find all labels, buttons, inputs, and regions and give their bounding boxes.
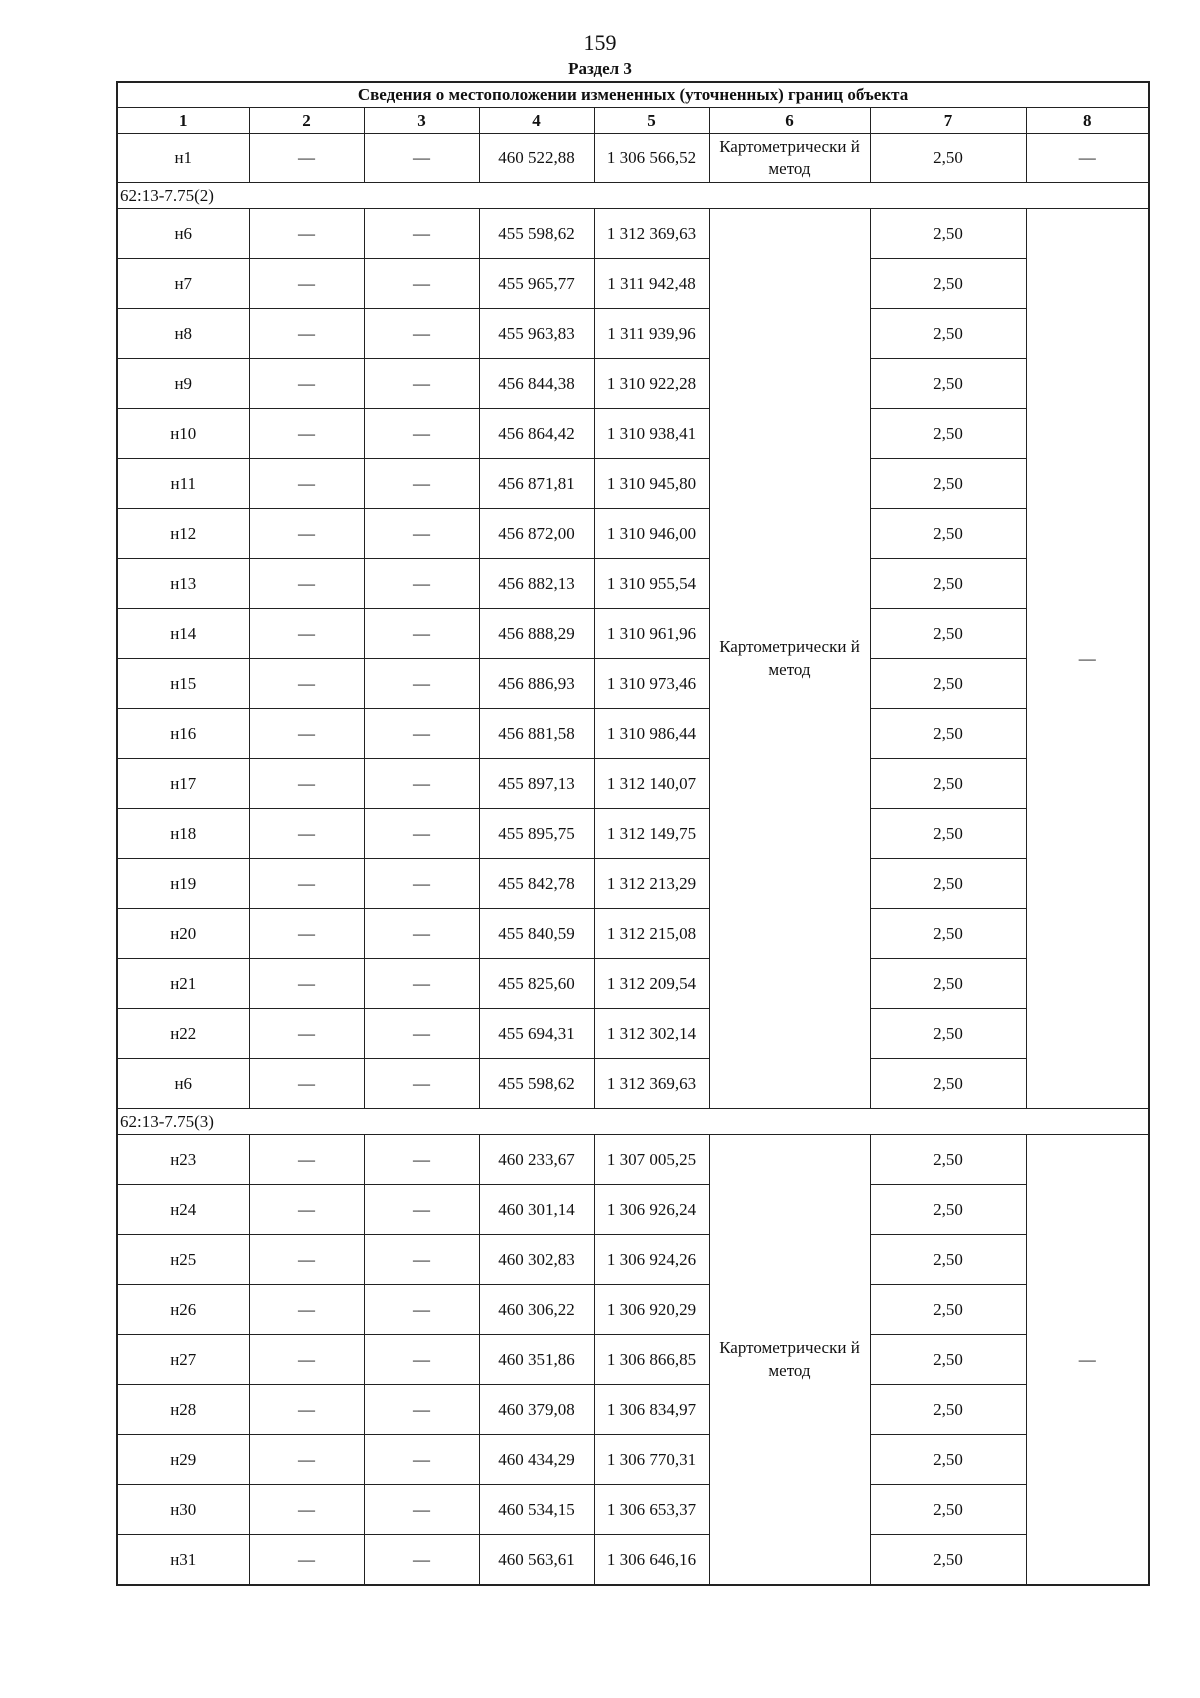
column-number: 2	[249, 108, 364, 134]
x-coordinate: 455 598,62	[479, 1059, 594, 1109]
table-row	[117, 859, 1149, 909]
accuracy-cell: 2,50	[870, 509, 1026, 559]
dash-cell: —	[364, 1335, 479, 1385]
dash-cell: —	[249, 959, 364, 1009]
dash-cell: —	[249, 909, 364, 959]
table-row	[117, 1185, 1149, 1235]
point-name: н25	[117, 1235, 249, 1285]
table-row	[117, 559, 1149, 609]
y-coordinate: 1 306 770,31	[594, 1435, 709, 1485]
accuracy-cell: 2,50	[870, 1435, 1026, 1485]
accuracy-cell: 2,50	[870, 659, 1026, 709]
dash-cell: —	[249, 1335, 364, 1385]
accuracy-cell: 2,50	[870, 1009, 1026, 1059]
column-number: 3	[364, 108, 479, 134]
accuracy-cell: 2,50	[870, 309, 1026, 359]
dash-cell: —	[364, 959, 479, 1009]
table-row	[117, 1235, 1149, 1285]
dash-cell: —	[249, 1285, 364, 1335]
method-cell: Картометрически й метод	[709, 209, 870, 1109]
dash-cell: —	[364, 134, 479, 183]
dash-cell: —	[249, 609, 364, 659]
accuracy-cell: 2,50	[870, 1335, 1026, 1385]
point-name: н18	[117, 809, 249, 859]
dash-cell: —	[249, 1485, 364, 1535]
accuracy-cell: 2,50	[870, 209, 1026, 259]
x-coordinate: 456 871,81	[479, 459, 594, 509]
accuracy-cell: 2,50	[870, 859, 1026, 909]
dash-cell: —	[364, 1009, 479, 1059]
dash-cell: —	[249, 359, 364, 409]
table-row	[117, 1335, 1149, 1385]
y-coordinate: 1 306 653,37	[594, 1485, 709, 1535]
dash-cell: —	[364, 1059, 479, 1109]
x-coordinate: 455 840,59	[479, 909, 594, 959]
x-coordinate: 460 434,29	[479, 1435, 594, 1485]
dash-cell: —	[249, 809, 364, 859]
y-coordinate: 1 312 213,29	[594, 859, 709, 909]
dash-cell: —	[364, 1285, 479, 1335]
accuracy-cell: 2,50	[870, 459, 1026, 509]
x-coordinate: 456 888,29	[479, 609, 594, 659]
point-name: н11	[117, 459, 249, 509]
x-coordinate: 460 351,86	[479, 1335, 594, 1385]
group-label: 62:13-7.75(2)	[117, 183, 1149, 209]
y-coordinate: 1 311 939,96	[594, 309, 709, 359]
x-coordinate: 455 598,62	[479, 209, 594, 259]
point-name: н26	[117, 1285, 249, 1335]
section-title: Раздел 3	[568, 59, 632, 78]
x-coordinate: 460 534,15	[479, 1485, 594, 1535]
point-name: н7	[117, 259, 249, 309]
table-row	[117, 459, 1149, 509]
dash-cell: —	[1026, 134, 1149, 183]
accuracy-cell: 2,50	[870, 1059, 1026, 1109]
y-coordinate: 1 310 973,46	[594, 659, 709, 709]
y-coordinate: 1 312 302,14	[594, 1009, 709, 1059]
dash-cell: —	[249, 209, 364, 259]
point-name: н19	[117, 859, 249, 909]
table-row	[117, 1535, 1149, 1586]
dash-cell: —	[249, 309, 364, 359]
accuracy-cell: 2,50	[870, 609, 1026, 659]
dash-cell: —	[364, 709, 479, 759]
x-coordinate: 455 965,77	[479, 259, 594, 309]
dash-cell: —	[249, 134, 364, 183]
accuracy-cell: 2,50	[870, 1285, 1026, 1335]
y-coordinate: 1 306 834,97	[594, 1385, 709, 1435]
table-row	[117, 1009, 1149, 1059]
dash-cell: —	[364, 659, 479, 709]
x-coordinate: 460 302,83	[479, 1235, 594, 1285]
dash-cell: —	[364, 1235, 479, 1285]
y-coordinate: 1 306 866,85	[594, 1335, 709, 1385]
accuracy-cell: 2,50	[870, 709, 1026, 759]
column-number-row	[117, 108, 1149, 134]
table-row	[117, 1435, 1149, 1485]
x-coordinate: 460 306,22	[479, 1285, 594, 1335]
y-coordinate: 1 306 924,26	[594, 1235, 709, 1285]
point-name: н24	[117, 1185, 249, 1235]
accuracy-cell: 2,50	[870, 809, 1026, 859]
point-name: н29	[117, 1435, 249, 1485]
dash-cell: —	[249, 859, 364, 909]
accuracy-cell: 2,50	[870, 1535, 1026, 1586]
accuracy-cell: 2,50	[870, 1385, 1026, 1435]
table-row	[117, 659, 1149, 709]
table-row	[117, 409, 1149, 459]
column-number: 8	[1026, 108, 1149, 134]
dash-cell: —	[1026, 209, 1149, 1109]
dash-cell: —	[249, 1185, 364, 1235]
dash-cell: —	[364, 909, 479, 959]
x-coordinate: 460 522,88	[479, 134, 594, 183]
point-name: н21	[117, 959, 249, 1009]
method-cell: Картометрически й метод	[709, 1135, 870, 1586]
point-name: н22	[117, 1009, 249, 1059]
point-name: н16	[117, 709, 249, 759]
group-header-row	[117, 1109, 1149, 1135]
point-name: н6	[117, 1059, 249, 1109]
y-coordinate: 1 312 369,63	[594, 1059, 709, 1109]
dash-cell: —	[364, 209, 479, 259]
point-name: н15	[117, 659, 249, 709]
accuracy-cell: 2,50	[870, 259, 1026, 309]
point-name: н8	[117, 309, 249, 359]
y-coordinate: 1 310 955,54	[594, 559, 709, 609]
point-name: н12	[117, 509, 249, 559]
x-coordinate: 460 563,61	[479, 1535, 594, 1586]
dash-cell: —	[364, 359, 479, 409]
point-name: н27	[117, 1335, 249, 1385]
dash-cell: —	[364, 259, 479, 309]
x-coordinate: 456 864,42	[479, 409, 594, 459]
table-row	[117, 959, 1149, 1009]
table-row	[117, 209, 1149, 259]
dash-cell: —	[249, 1535, 364, 1586]
column-number: 7	[870, 108, 1026, 134]
dash-cell: —	[364, 759, 479, 809]
dash-cell: —	[249, 1235, 364, 1285]
accuracy-cell: 2,50	[870, 959, 1026, 1009]
accuracy-cell: 2,50	[870, 1235, 1026, 1285]
x-coordinate: 456 881,58	[479, 709, 594, 759]
x-coordinate: 460 379,08	[479, 1385, 594, 1435]
x-coordinate: 460 233,67	[479, 1135, 594, 1185]
y-coordinate: 1 310 938,41	[594, 409, 709, 459]
column-number: 5	[594, 108, 709, 134]
dash-cell: —	[364, 1435, 479, 1485]
dash-cell: —	[364, 1535, 479, 1586]
point-name: н23	[117, 1135, 249, 1185]
x-coordinate: 455 963,83	[479, 309, 594, 359]
point-name: н17	[117, 759, 249, 809]
point-name: н13	[117, 559, 249, 609]
dash-cell: —	[249, 1435, 364, 1485]
dash-cell: —	[364, 1135, 479, 1185]
y-coordinate: 1 311 942,48	[594, 259, 709, 309]
point-name: н31	[117, 1535, 249, 1586]
page-number: 159	[583, 30, 617, 55]
y-coordinate: 1 307 005,25	[594, 1135, 709, 1185]
accuracy-cell: 2,50	[870, 134, 1026, 183]
table-row	[117, 259, 1149, 309]
x-coordinate: 456 882,13	[479, 559, 594, 609]
x-coordinate: 455 895,75	[479, 809, 594, 859]
table-row	[117, 309, 1149, 359]
x-coordinate: 456 872,00	[479, 509, 594, 559]
table-row	[117, 1135, 1149, 1185]
y-coordinate: 1 312 369,63	[594, 209, 709, 259]
dash-cell: —	[364, 309, 479, 359]
x-coordinate: 455 825,60	[479, 959, 594, 1009]
dash-cell: —	[249, 409, 364, 459]
point-name: н9	[117, 359, 249, 409]
y-coordinate: 1 306 646,16	[594, 1535, 709, 1586]
dash-cell: —	[249, 1135, 364, 1185]
y-coordinate: 1 312 209,54	[594, 959, 709, 1009]
dash-cell: —	[249, 459, 364, 509]
column-number: 4	[479, 108, 594, 134]
dash-cell: —	[364, 1485, 479, 1535]
table-row	[117, 359, 1149, 409]
y-coordinate: 1 310 945,80	[594, 459, 709, 509]
dash-cell: —	[364, 459, 479, 509]
point-name: н20	[117, 909, 249, 959]
group-header-row	[117, 183, 1149, 209]
y-coordinate: 1 312 149,75	[594, 809, 709, 859]
x-coordinate: 456 886,93	[479, 659, 594, 709]
dash-cell: —	[364, 409, 479, 459]
table-row	[117, 509, 1149, 559]
boundary-coordinates-table	[116, 81, 1150, 1586]
dash-cell: —	[364, 809, 479, 859]
point-name: н10	[117, 409, 249, 459]
x-coordinate: 456 844,38	[479, 359, 594, 409]
accuracy-cell: 2,50	[870, 359, 1026, 409]
dash-cell: —	[364, 859, 479, 909]
accuracy-cell: 2,50	[870, 759, 1026, 809]
accuracy-cell: 2,50	[870, 909, 1026, 959]
y-coordinate: 1 310 961,96	[594, 609, 709, 659]
point-name: н14	[117, 609, 249, 659]
dash-cell: —	[249, 1059, 364, 1109]
column-number: 1	[117, 108, 249, 134]
y-coordinate: 1 306 920,29	[594, 1285, 709, 1335]
dash-cell: —	[249, 759, 364, 809]
y-coordinate: 1 312 215,08	[594, 909, 709, 959]
table-row	[117, 909, 1149, 959]
x-coordinate: 455 842,78	[479, 859, 594, 909]
table-row	[117, 1385, 1149, 1435]
dash-cell: —	[249, 509, 364, 559]
accuracy-cell: 2,50	[870, 1135, 1026, 1185]
table-title: Сведения о местоположении измененных (уточненных) границ объекта	[117, 82, 1149, 108]
table-row	[117, 1285, 1149, 1335]
column-number: 6	[709, 108, 870, 134]
x-coordinate: 455 897,13	[479, 759, 594, 809]
x-coordinate: 460 301,14	[479, 1185, 594, 1235]
table-row	[117, 709, 1149, 759]
point-name: н28	[117, 1385, 249, 1435]
dash-cell: —	[249, 1009, 364, 1059]
table-row	[117, 1059, 1149, 1109]
dash-cell: —	[249, 1385, 364, 1435]
dash-cell: —	[249, 259, 364, 309]
accuracy-cell: 2,50	[870, 559, 1026, 609]
group-label: 62:13-7.75(3)	[117, 1109, 1149, 1135]
dash-cell: —	[364, 559, 479, 609]
x-coordinate: 455 694,31	[479, 1009, 594, 1059]
dash-cell: —	[364, 1385, 479, 1435]
point-name: н1	[117, 134, 249, 183]
table-row	[117, 1485, 1149, 1535]
table-row	[117, 609, 1149, 659]
point-name: н6	[117, 209, 249, 259]
y-coordinate: 1 310 922,28	[594, 359, 709, 409]
dash-cell: —	[364, 1185, 479, 1235]
y-coordinate: 1 306 566,52	[594, 134, 709, 183]
y-coordinate: 1 312 140,07	[594, 759, 709, 809]
y-coordinate: 1 310 986,44	[594, 709, 709, 759]
dash-cell: —	[249, 559, 364, 609]
accuracy-cell: 2,50	[870, 409, 1026, 459]
accuracy-cell: 2,50	[870, 1185, 1026, 1235]
dash-cell: —	[1026, 1135, 1149, 1586]
table-row	[117, 809, 1149, 859]
dash-cell: —	[249, 659, 364, 709]
method-cell: Картометрически й метод	[709, 134, 870, 183]
dash-cell: —	[364, 509, 479, 559]
point-name: н30	[117, 1485, 249, 1535]
table-row	[117, 134, 1149, 183]
table-row	[117, 759, 1149, 809]
y-coordinate: 1 306 926,24	[594, 1185, 709, 1235]
dash-cell: —	[364, 609, 479, 659]
accuracy-cell: 2,50	[870, 1485, 1026, 1535]
y-coordinate: 1 310 946,00	[594, 509, 709, 559]
dash-cell: —	[249, 709, 364, 759]
